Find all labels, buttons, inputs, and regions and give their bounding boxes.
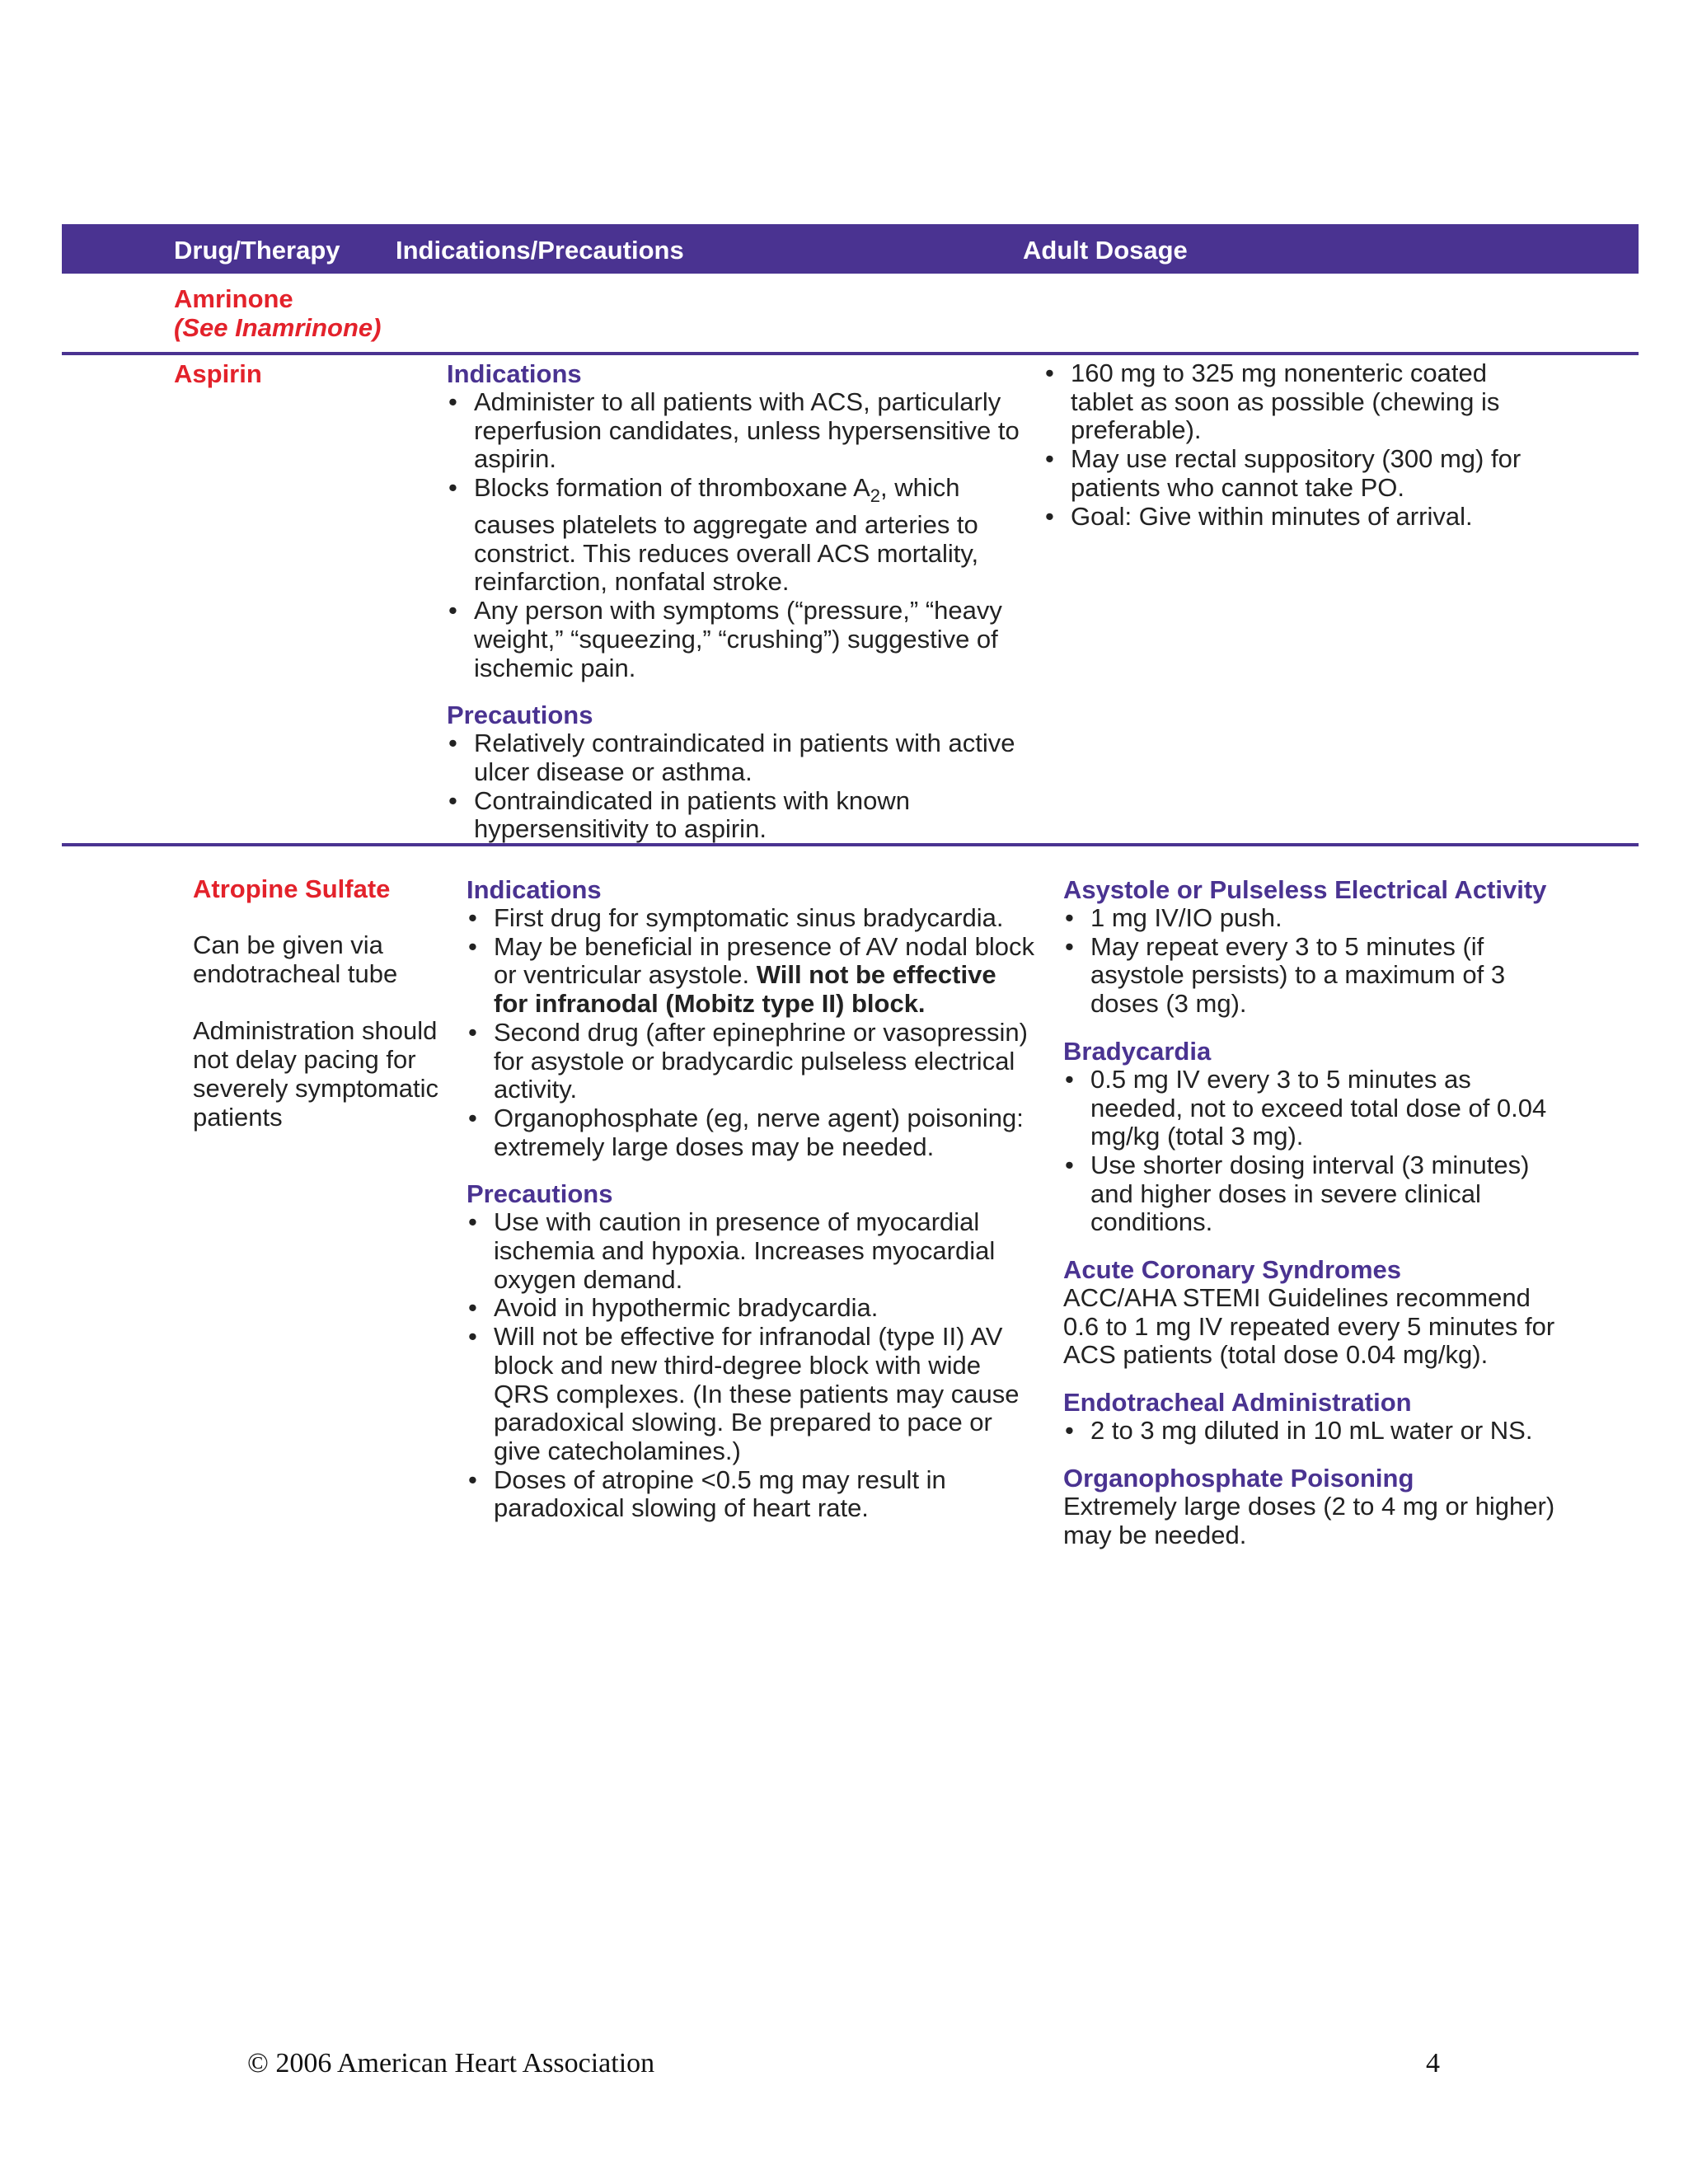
aspirin-precautions-list bbox=[447, 729, 1024, 844]
aspirin-dosage-column bbox=[1043, 359, 1546, 531]
atropine-precautions-list bbox=[467, 1208, 1035, 1523]
list-item: • 2 to 3 mg diluted in 10 mL water or NS. bbox=[1063, 1417, 1558, 1446]
organophosphate-title: Organophosphate Poisoning bbox=[1063, 1463, 1414, 1493]
list-item: • May use rectal suppository (300 mg) for patients who cannot take PO. bbox=[1043, 445, 1546, 502]
atropine-indications-list bbox=[467, 904, 1035, 1161]
atropine-drug-column bbox=[193, 875, 440, 1132]
header-adult-dosage: Adult Dosage bbox=[1023, 236, 1188, 265]
list-item: • 1 mg IV/IO push. bbox=[1063, 904, 1558, 933]
list-item: • Doses of atropine <0.5 mg may result in paradoxical slowing of heart rate. bbox=[467, 1466, 1035, 1523]
list-item: • Any person with symptoms (“pressure,” “heavy weight,” “squeezing,” “crushing”) suggestive of ischemic pain. bbox=[447, 597, 1024, 682]
list-item: • 0.5 mg IV every 3 to 5 minutes as needed, not to exceed total dose of 0.04 mg/kg (total 3 mg). bbox=[1063, 1066, 1558, 1151]
atropine-indications-title: Indications bbox=[467, 875, 602, 904]
asystole-dosage-list bbox=[1063, 904, 1558, 1019]
see-inamrinone-note: (See Inamrinone) bbox=[174, 313, 382, 342]
list-item: • Blocks formation of thromboxane $A_2$, which causes platelets to aggregate and arteries to constrict. This reduces overall ACS mortality, reinfarction, nonfatal stroke. bbox=[447, 474, 1024, 597]
list-item: • Use with caution in presence of myocardial ischemia and hypoxia. Increases myocardial oxygen demand. bbox=[467, 1208, 1035, 1294]
list-item: • May repeat every 3 to 5 minutes (if asystole persists) to a maximum of 3 doses (3 mg). bbox=[1063, 933, 1558, 1019]
endotracheal-title: Endotracheal Administration bbox=[1063, 1388, 1412, 1418]
atropine-precautions-title: Precautions bbox=[467, 1179, 613, 1209]
header-drug-therapy: Drug/Therapy bbox=[174, 236, 340, 265]
row-divider bbox=[62, 843, 1639, 846]
aspirin-indications-list bbox=[447, 388, 1024, 682]
atropine-dosage-column bbox=[1063, 875, 1558, 1549]
aspirin-precautions-title: Precautions bbox=[447, 701, 593, 730]
list-item: • Contraindicated in patients with known hypersensitivity to aspirin. bbox=[447, 787, 1024, 844]
drug-name-atropine: Atropine Sulfate bbox=[193, 874, 391, 903]
footer-copyright: © 2006 American Heart Association bbox=[247, 2048, 655, 2079]
list-item: • 160 mg to 325 mg nonenteric coated tablet as soon as possible (chewing is preferable). bbox=[1043, 359, 1546, 445]
list-item: • Use shorter dosing interval (3 minutes) and higher doses in severe clinical conditions. bbox=[1063, 1151, 1558, 1237]
aspirin-dosage-list bbox=[1043, 359, 1546, 531]
bradycardia-dosage-list bbox=[1063, 1066, 1558, 1237]
drug-name-amrinone: Amrinone bbox=[174, 284, 293, 313]
bradycardia-title: Bradycardia bbox=[1063, 1036, 1212, 1066]
list-item: • Relatively contraindicated in patients with active ulcer disease or asthma. bbox=[447, 729, 1024, 786]
aspirin-indications-column bbox=[447, 359, 1024, 844]
header-indications: Indications/Precautions bbox=[396, 236, 684, 265]
list-item: • Goal: Give within minutes of arrival. bbox=[1043, 503, 1546, 532]
list-item: • May be beneficial in presence of AV nodal block or ventricular asystole. Will not be effective for infranodal (Mobitz type II) block. bbox=[467, 933, 1035, 1019]
table-header bbox=[62, 224, 1639, 274]
list-item: • Administer to all patients with ACS, particularly reperfusion candidates, unless hypersensitive to aspirin. bbox=[447, 388, 1024, 474]
acs-title: Acute Coronary Syndromes bbox=[1063, 1255, 1401, 1285]
asystole-pea-title: Asystole or Pulseless Electrical Activity bbox=[1063, 875, 1547, 904]
row-divider bbox=[62, 352, 1639, 355]
atropine-endotracheal-note: Can be given via endotracheal tube bbox=[193, 930, 398, 988]
list-item: • First drug for symptomatic sinus bradycardia. bbox=[467, 904, 1035, 933]
acs-dosage-text: ACC/AHA STEMI Guidelines recommend 0.6 to 1 mg IV repeated every 5 minutes for ACS patients (total dose 0.04 mg/kg). bbox=[1063, 1283, 1555, 1370]
organophosphate-dosage-text: Extremely large doses (2 to 4 mg or higher) may be needed. bbox=[1063, 1491, 1555, 1549]
atropine-pacing-note: Administration should not delay pacing for severely symptomatic patients bbox=[193, 1016, 439, 1132]
atropine-indications-column bbox=[467, 875, 1035, 1523]
list-item: • Second drug (after epinephrine or vasopressin) for asystole or bradycardic pulseless electrical activity. bbox=[467, 1019, 1035, 1104]
page-number: 4 bbox=[1426, 2048, 1440, 2079]
list-item: • Organophosphate (eg, nerve agent) poisoning: extremely large doses may be needed. bbox=[467, 1104, 1035, 1161]
endotracheal-dosage-list bbox=[1063, 1417, 1558, 1446]
aspirin-indications-title: Indications bbox=[447, 359, 582, 388]
list-item: • Will not be effective for infranodal (type II) AV block and new third-degree block with wide QRS complexes. (In these patients may cause paradoxical slowing. Be prepared to pace or give catecholamines.) bbox=[467, 1323, 1035, 1466]
drug-name-aspirin: Aspirin bbox=[174, 359, 262, 388]
list-item: • Avoid in hypothermic bradycardia. bbox=[467, 1294, 1035, 1323]
